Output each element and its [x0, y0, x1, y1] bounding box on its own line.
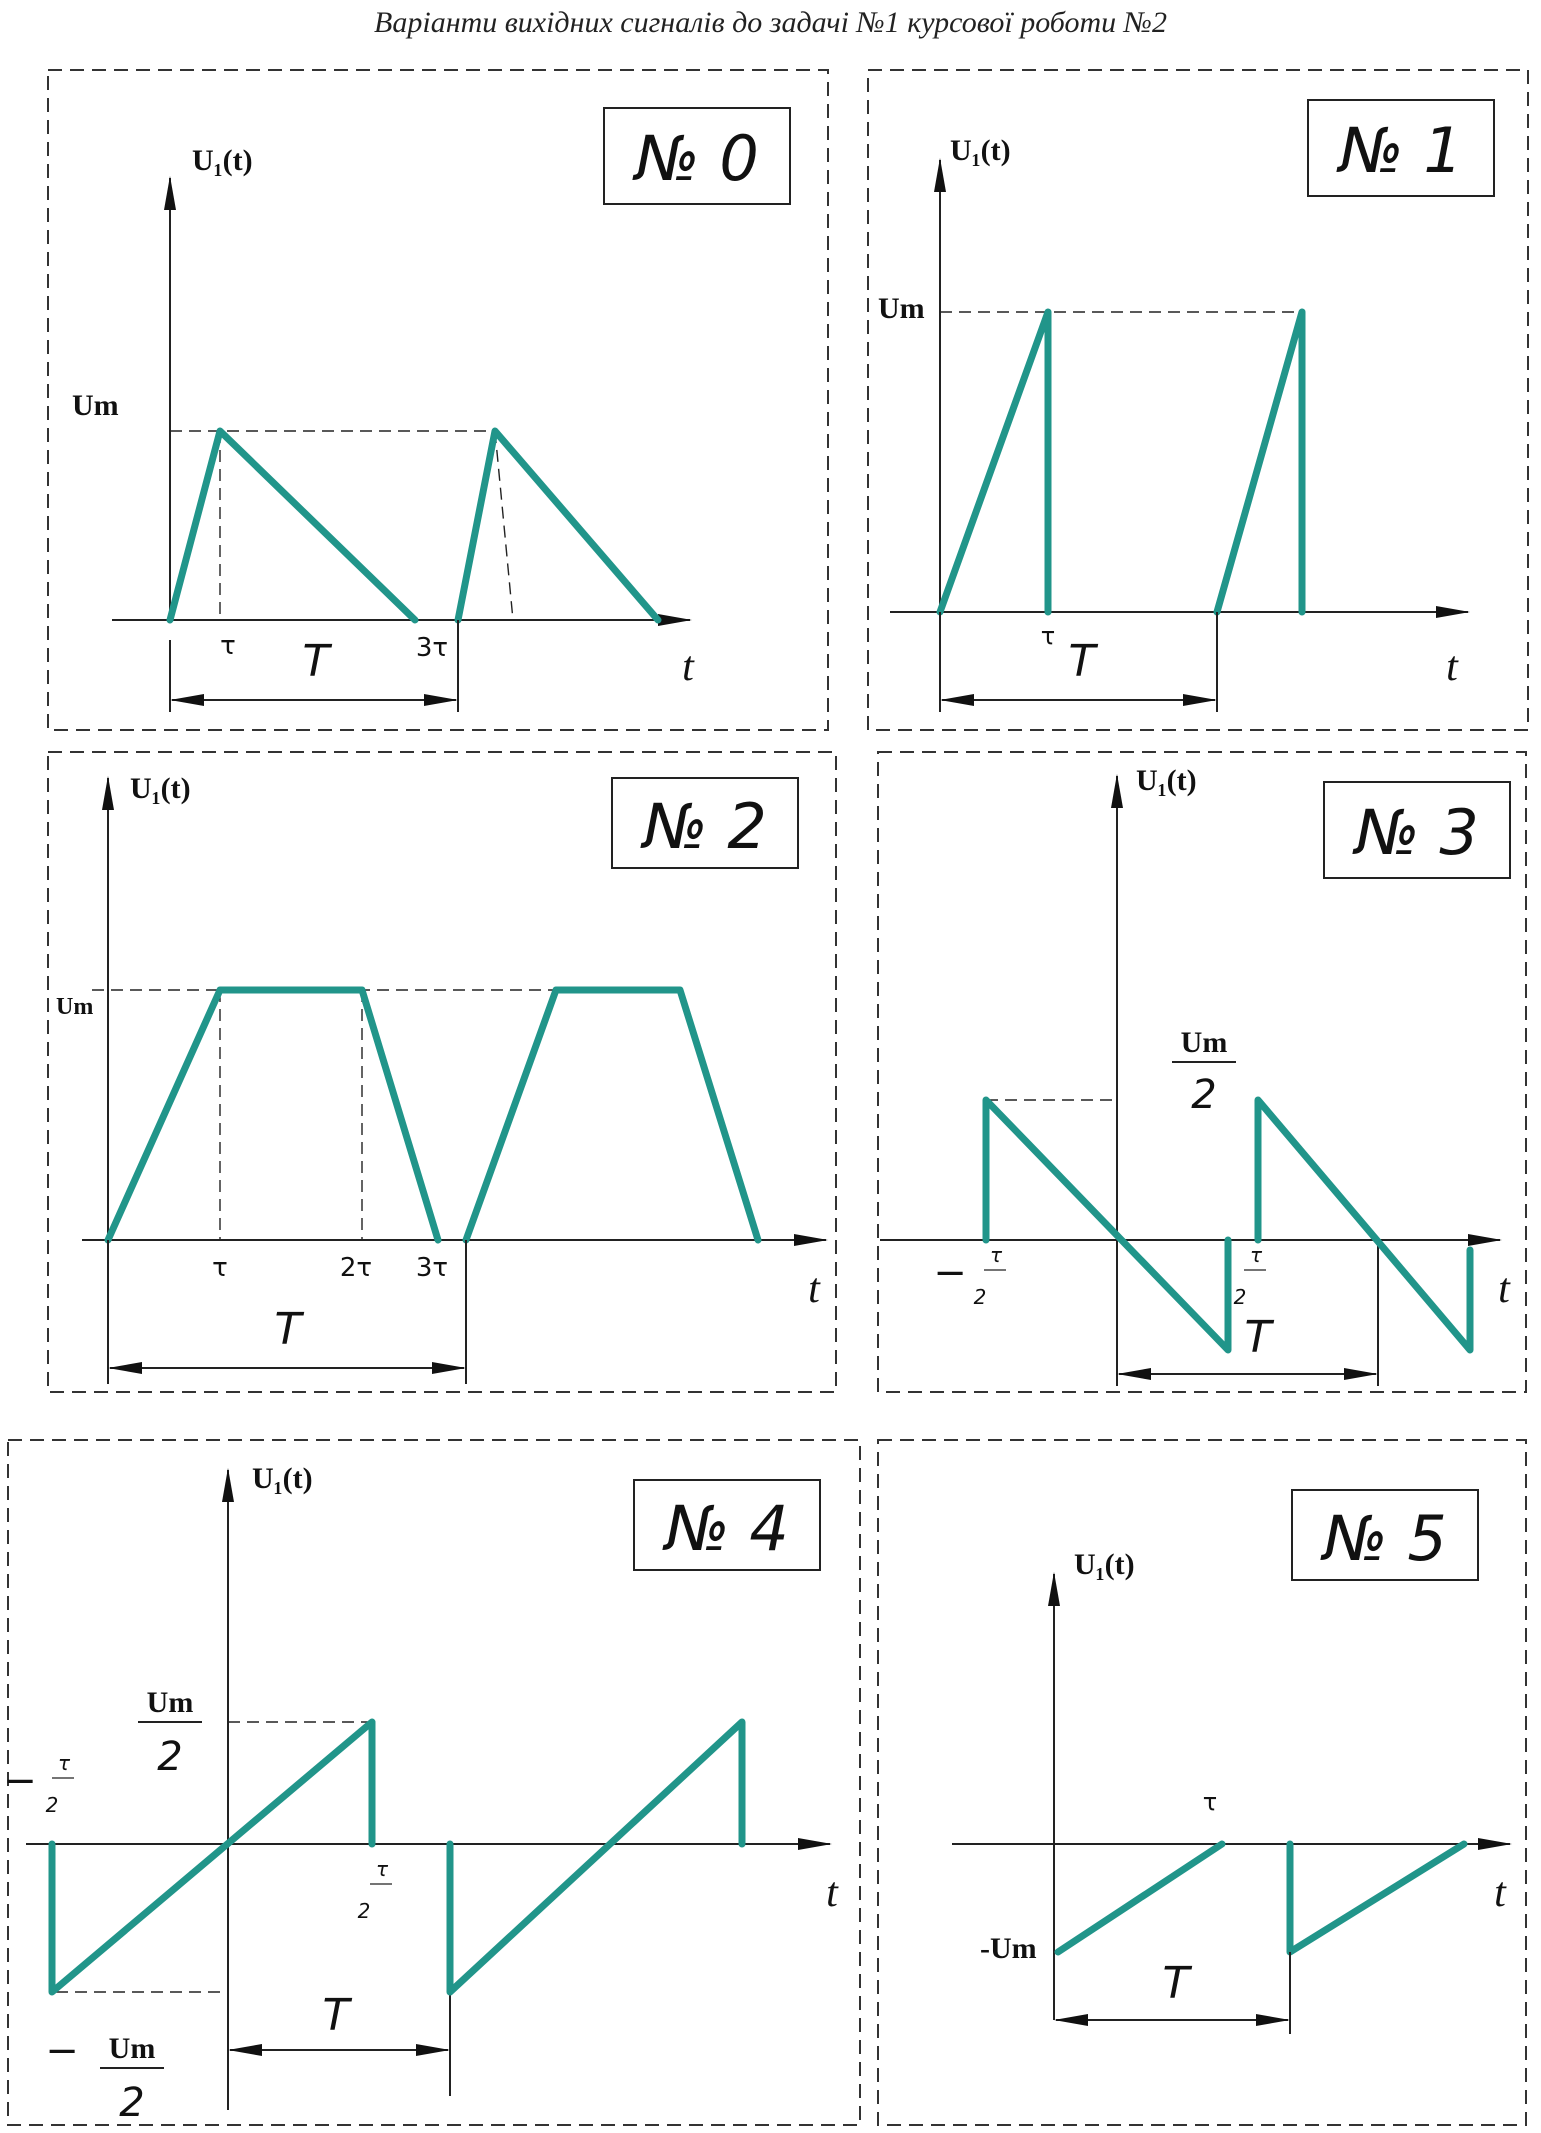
signal-pulse-2 — [466, 990, 758, 1240]
half-tau-denominator: 2 — [973, 1285, 987, 1309]
period-label: T — [322, 1990, 350, 2041]
tick-label: 3τ — [415, 1253, 449, 1283]
period-label: T — [274, 1304, 302, 1355]
amplitude-label: Um — [72, 389, 119, 422]
half-tau-denominator: 2 — [45, 1793, 59, 1817]
signal-pulse-1 — [108, 990, 438, 1240]
period-label: T — [1162, 1958, 1190, 2009]
signal-pulse-2 — [1258, 1100, 1470, 1350]
panel-variant-1 — [868, 70, 1528, 730]
fall-guide — [495, 431, 513, 620]
signal-pulse-1 — [986, 1100, 1228, 1350]
variant-number: № 0 — [635, 122, 759, 195]
half-tau-denominator: 2 — [1233, 1285, 1247, 1309]
amplitude-label: Um — [56, 994, 94, 1020]
panel-variant-2 — [48, 752, 836, 1392]
tick-label: 3τ — [415, 633, 449, 663]
half-tau-numerator: τ — [57, 1751, 71, 1775]
signal-pulse-1 — [170, 431, 415, 620]
variant-number: № 2 — [643, 790, 767, 863]
t-axis-label: t — [1446, 644, 1458, 690]
variant-number: № 4 — [665, 1492, 789, 1565]
tick-label: τ — [212, 1253, 228, 1283]
neg-amplitude-numerator: Um — [108, 2032, 156, 2065]
signal-pulse-2 — [450, 1722, 742, 1992]
minus-sign: − — [45, 2028, 79, 2074]
tick-label: τ — [1202, 1788, 1218, 1816]
y-axis-label: U₁(t) — [950, 134, 1011, 167]
panel-variant-4 — [3, 1440, 860, 2126]
variant-number: № 3 — [1355, 796, 1479, 869]
minus-sign: − — [3, 1758, 37, 1804]
y-axis-label: U₁(t) — [130, 772, 191, 805]
amplitude-label: Um — [878, 292, 925, 325]
page-title: Варіанти вихідних сигналів до задачі №1 курсової роботи №2 — [374, 6, 1167, 39]
half-tau-numerator: τ — [989, 1243, 1003, 1267]
half-tau-numerator: τ — [1249, 1243, 1263, 1267]
signal-pulse-1 — [1058, 1844, 1222, 1952]
neg-amplitude-label: -Um — [980, 1932, 1037, 1965]
period-label: T — [1068, 636, 1096, 687]
amplitude-denominator: 2 — [157, 1734, 183, 1780]
minus-sign: − — [933, 1250, 967, 1296]
variant-number: № 5 — [1323, 1502, 1447, 1575]
signal-pulse-2 — [1290, 1844, 1464, 1952]
y-axis-label: U₁(t) — [1074, 1548, 1135, 1581]
y-axis-label: U₁(t) — [1136, 764, 1197, 797]
period-label: T — [1244, 1312, 1272, 1363]
signal-pulse-2 — [1217, 312, 1302, 612]
amplitude-numerator: Um — [1180, 1026, 1228, 1059]
tick-label: τ — [1040, 622, 1056, 650]
signal-pulse-2 — [458, 431, 658, 620]
y-axis-label: U₁(t) — [252, 1462, 313, 1495]
amplitude-denominator: 2 — [1191, 1072, 1217, 1118]
half-tau-numerator: τ — [375, 1857, 389, 1881]
signal-pulse-1 — [940, 312, 1048, 612]
t-axis-label: t — [1494, 1870, 1506, 1916]
panel-variant-5 — [878, 1440, 1526, 2125]
t-axis-label: t — [808, 1266, 820, 1312]
panel-variant-0 — [48, 70, 828, 730]
t-axis-label: t — [1498, 1266, 1510, 1312]
panel-variant-3 — [878, 752, 1526, 1392]
y-axis-label: U₁(t) — [192, 144, 253, 177]
signal-pulse-1 — [52, 1722, 372, 1992]
t-axis-label: t — [826, 1870, 838, 1916]
tick-label: τ — [220, 631, 236, 661]
half-tau-denominator: 2 — [357, 1899, 371, 1923]
tick-label: 2τ — [339, 1253, 373, 1283]
variant-number: № 1 — [1339, 114, 1463, 187]
neg-amplitude-denominator: 2 — [119, 2080, 145, 2126]
amplitude-numerator: Um — [146, 1686, 194, 1719]
period-label: T — [302, 636, 330, 687]
t-axis-label: t — [682, 644, 694, 690]
